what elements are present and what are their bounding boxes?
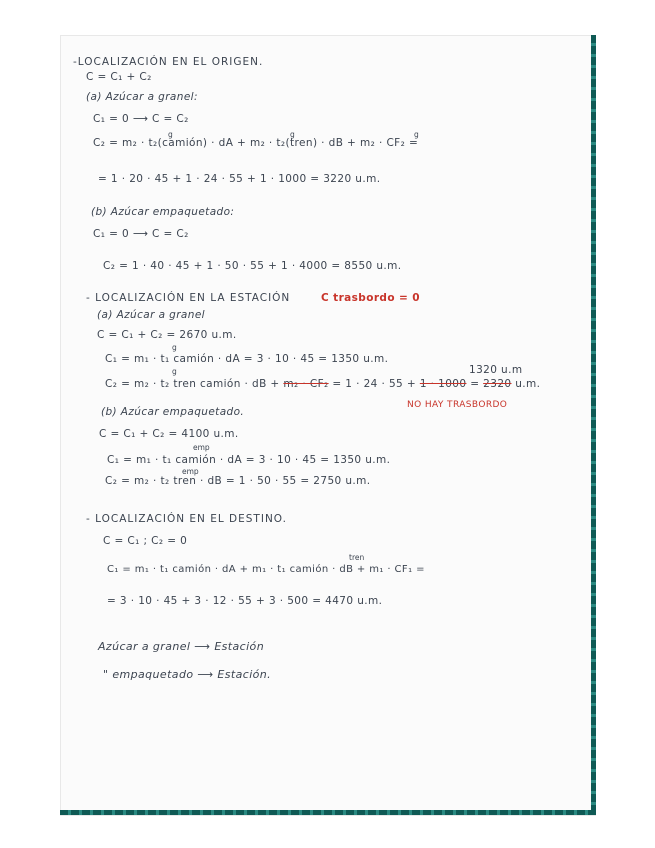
page-frame-right [591,35,596,814]
station-b-line1: C = C₁ + C₂ = 4100 u.m. [99,428,239,440]
station-a-label: (a) Azúcar a granel [97,309,205,321]
station-a-line1: C = C₁ + C₂ = 2670 u.m. [97,329,237,341]
origin-b-line1: C₁ = 0 ⟶ C = C₂ [93,228,189,240]
station-b-line3-sup: emp [182,467,199,476]
station-a-line3-part-b: = 1 · 24 · 55 + [332,378,417,390]
notebook-page [60,35,596,816]
station-a-line3-sup: g [172,367,177,376]
summary-line1: Azúcar a granel ⟶ Estación [98,640,265,653]
page-frame-bottom [60,810,596,815]
origin-a-line3: = 1 · 20 · 45 + 1 · 24 · 55 + 1 · 1000 = 3220 u.m. [98,173,381,185]
origin-b-line2: C₂ = 1 · 40 · 45 + 1 · 50 · 55 + 1 · 4000 = 8550 u.m. [103,260,402,272]
station-a-line3-struck2: 1 · 1000 [419,378,467,390]
summary-line2: " empaquetado ⟶ Estación. [103,668,272,681]
origin-b-label: (b) Azúcar empaquetado: [91,206,235,218]
station-a-line3-struck3: 2320 [483,378,512,390]
destination-line2: C₁ = m₁ · t₁ camión · dA + m₁ · t₁ camión · dB + m₁ · CF₁ = [107,564,425,575]
origin-a-sup3: g [414,130,419,139]
station-a-line3-part-a: C₂ = m₂ · t₂ tren camión · dB + [105,378,280,390]
station-a-line3 [105,378,540,390]
origin-a-line2: C₂ = m₂ · t₂(camión) · dA + m₂ · t₂(tren) · dB + m₂ · CF₂ = [93,137,419,149]
origin-a-label: (a) Azúcar a granel: [86,91,198,103]
station-b-line2-sup: emp [193,443,210,452]
origin-formula: C = C₁ + C₂ [86,71,152,83]
station-b-line3: C₂ = m₂ · t₂ tren · dB = 1 · 50 · 55 = 2750 u.m. [105,475,371,487]
destination-line1: C = C₁ ; C₂ = 0 [103,535,188,547]
station-b-label: (b) Azúcar empaquetado. [101,406,245,418]
section-station-title: - LOCALIZACIÓN EN LA ESTACIÓN [86,292,291,304]
station-a-line3-part-c: = [470,378,480,390]
station-a-line2-sup: g [172,343,177,352]
station-no-transfer-note: NO HAY TRASBORDO [407,400,508,410]
station-b-line2: C₁ = m₁ · t₁ camión · dA = 3 · 10 · 45 = 1350 u.m. [107,454,391,466]
origin-a-sup2: g [290,130,295,139]
destination-line2-sup: tren [349,553,365,562]
section-destination-title: - LOCALIZACIÓN EN EL DESTINO. [86,513,287,525]
origin-a-line1: C₁ = 0 ⟶ C = C₂ [93,113,189,125]
station-red-note: C trasbordo = 0 [321,292,420,304]
station-a-line3-part-d: u.m. [515,378,541,390]
section-origin-title: -LOCALIZACIÓN EN EL ORIGEN. [73,56,264,68]
destination-line3: = 3 · 10 · 45 + 3 · 12 · 55 + 3 · 500 = 4470 u.m. [107,595,383,607]
station-a-line3-struck: m₂ · CF₂ [283,378,329,390]
origin-a-sup1: g [168,130,173,139]
station-a-line2: C₁ = m₁ · t₁ camión · dA = 3 · 10 · 45 = 1350 u.m. [105,353,389,365]
station-a-correction: 1320 u.m [469,364,523,376]
